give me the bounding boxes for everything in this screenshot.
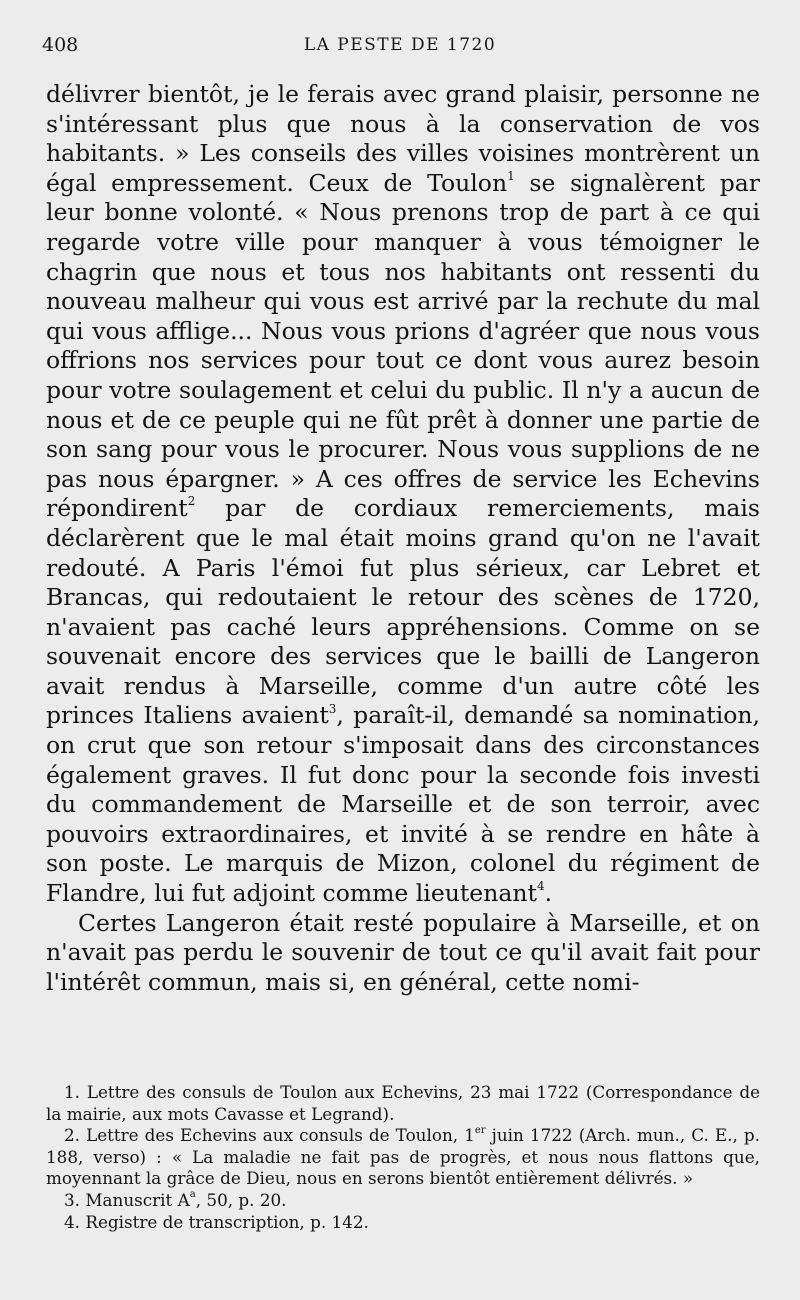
footnote-ref-4: 4 [536, 879, 545, 894]
footnote-2 [46, 1125, 760, 1190]
footnote-3-part-a: 3. Manuscrit A [64, 1189, 190, 1210]
footnote-ref-1: 1 [507, 168, 515, 183]
footnote-ref-3: 3 [328, 701, 337, 716]
paragraph-1-part-e: . [544, 879, 553, 908]
paragraph-1 [46, 80, 760, 909]
page-number: 408 [42, 34, 79, 56]
footnote-2-part-a: 2. Lettre des Echevins aux consuls de Toulon, 1 [64, 1125, 475, 1146]
footnote-3-superscript: a [189, 1189, 196, 1201]
footnote-3-part-b: , 50, p. 20. [195, 1189, 287, 1210]
footnote-4: 4. Registre de transcription, p. 142. [64, 1211, 369, 1232]
paragraph-1-part-a: délivrer bientôt, je le ferais avec grand plaisir, personne ne s'intéressant plus que nous à la conservation de vos habitants. » Les conseils des villes voisines montrèrent un égal empressement. Ceux de Toulon [46, 80, 760, 197]
footnote-2-part-b: juin 1722 (Arch. mun., C. E., p. 188, verso) : « La maladie ne fait pas de progrès, et nous nous flattons que, moyennant la grâce de Dieu, nous en serons bientôt entièrement délivrés. » [46, 1125, 761, 1189]
page-header [42, 34, 758, 62]
footnote-3 [46, 1190, 760, 1212]
footnotes [46, 1082, 760, 1233]
footnote-1: 1. Lettre des consuls de Toulon aux Echevins, 23 mai 1722 (Correspondance de la mairie, aux mots Cavasse et Legrand). [46, 1082, 760, 1124]
running-title: LA PESTE DE 1720 [303, 35, 497, 55]
paragraph-1-part-b: se signalèrent par leur bonne volonté. « Nous prenons trop de part à ce qui regarde votre ville pour manquer à vous témoigner le chagrin que nous et tous nos habitants ont ressenti du nouveau malheur qui vous est arrivé par la rechute du mal qui vous afflige... Nous vous prions d'agréer que nous vous offrions nos services pour tout ce dont vous aurez besoin pour votre soulagement et celui du public. Il n'y a aucun de nous et de ce peuple qui ne fût prêt à donner une partie de son sang pour vous le procurer. Nous vous supplions de ne pas nous épargner. » A ces offres de service les Echevins répondirent [46, 168, 760, 523]
paragraph-1-part-c: par de cordiaux remerciements, mais déclarèrent que le mal était moins grand qu'on ne l'avait redouté. A Paris l'émoi fut plus sérieux, car Lebret et Brancas, qui redoutaient le retour des scènes de 1720, n'avaient pas caché leurs appréhensions. Comme on se souvenait encore des services que le bailli de Langeron avait rendus à Marseille, comme d'un autre côté les princes Italiens avaient [46, 494, 760, 730]
paragraph-1-part-d: , paraît-il, demandé sa nomination, on crut que son retour s'imposait dans des circonstances également graves. Il fut donc pour la seconde fois investi du commandement de Marseille et de son terroir, avec pouvoirs extraordinaires, et invité à se rendre en hâte à son poste. Le marquis de Mizon, colonel du régiment de Flandre, lui fut adjoint comme lieutenant [46, 701, 760, 908]
footnote-2-superscript: er [474, 1124, 486, 1136]
paragraph-2: Certes Langeron était resté populaire à Marseille, et on n'avait pas perdu le souvenir de tout ce qu'il avait fait pour l'intérêt commun, mais si, en général, cette nomi- [46, 908, 760, 996]
footnote-ref-2: 2 [187, 494, 196, 509]
body-text [46, 80, 760, 997]
